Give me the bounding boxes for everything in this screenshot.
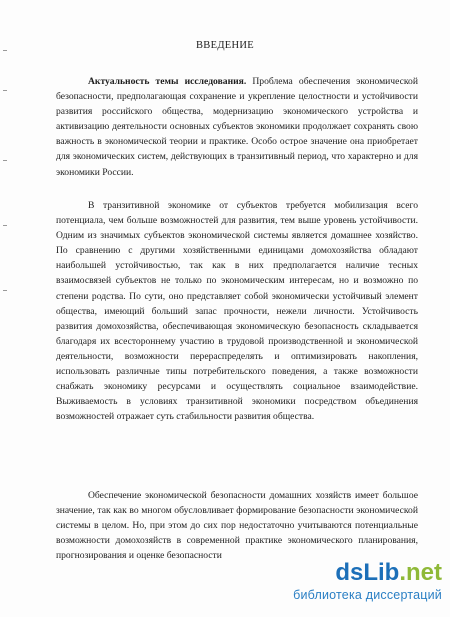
logo-part1: dsLib [335,559,400,586]
dslib-watermark [252,559,442,607]
paragraph-relevance [56,74,418,180]
dslib-logo [252,559,442,587]
relevance-body: Проблема обеспечения экономической безопасности, предполагающая сохранение и укрепление целостности и устойчивости развития российского общества, модернизацию экономического устройства и активизацию деятельности основных субъектов экономики продолжает сохранять свою важность в экономической теории и практике. Особо острое значение она приобретает для экономических систем, действующих в транзитивный период, что характерно и для экономики России. [56,76,418,178]
logo-part2: .net [399,559,442,586]
paragraph-transitive-economy: В транзитивной экономике от субъектов требуется мобилизация всего потенциала, чем больше возможностей для развития, тем выше уровень устойчивости. Одним из значимых субъектов экономической системы является домашнее хозяйство. По сравнению с другими хозяйственными единицами домохозяйства обладают наибольшей устойчивостью, так как в них предполагается наличие тесных взаимосвязей субъектов не только по экономическим интересам, но и возможно по степени родства. По сути, оно представляет собой экономически устойчивый элемент общества, имеющий больший запас прочности, нежели личности. Устойчивость развития домохозяйства, обеспечивающая экономическую безопасность складывается благодаря их всестороннему участию в трудовой производственной и экономической деятельности, возможности перераспределять и оптимизировать накопления, использовать различные типы потребительского поведения, а также возможности снабжать экономику ресурсами и осуществлять социальное взаимодействие. Выживаемость в условиях транзитивной экономики посредством объединения возможностей отражает суть стабильности развития общества. [56,200,418,423]
section-heading: ВВЕДЕНИЕ [196,40,254,51]
relevance-lead: Актуальность темы исследования. [88,76,247,87]
watermark-subtitle: библиотека диссертаций [293,588,442,602]
paragraph-household-security: Обеспечение экономической безопасности домашних хозяйств имеет большое значение, так как во многом обусловливает формирование безопасности экономической системы в целом. Но, при этом до сих пор недостаточно учитываются потенциальные возможности домохозяйств в современной практике экономического планирования, прогнозирования и оценке безопасности [56,490,418,562]
scan-margin-marks [3,50,9,350]
